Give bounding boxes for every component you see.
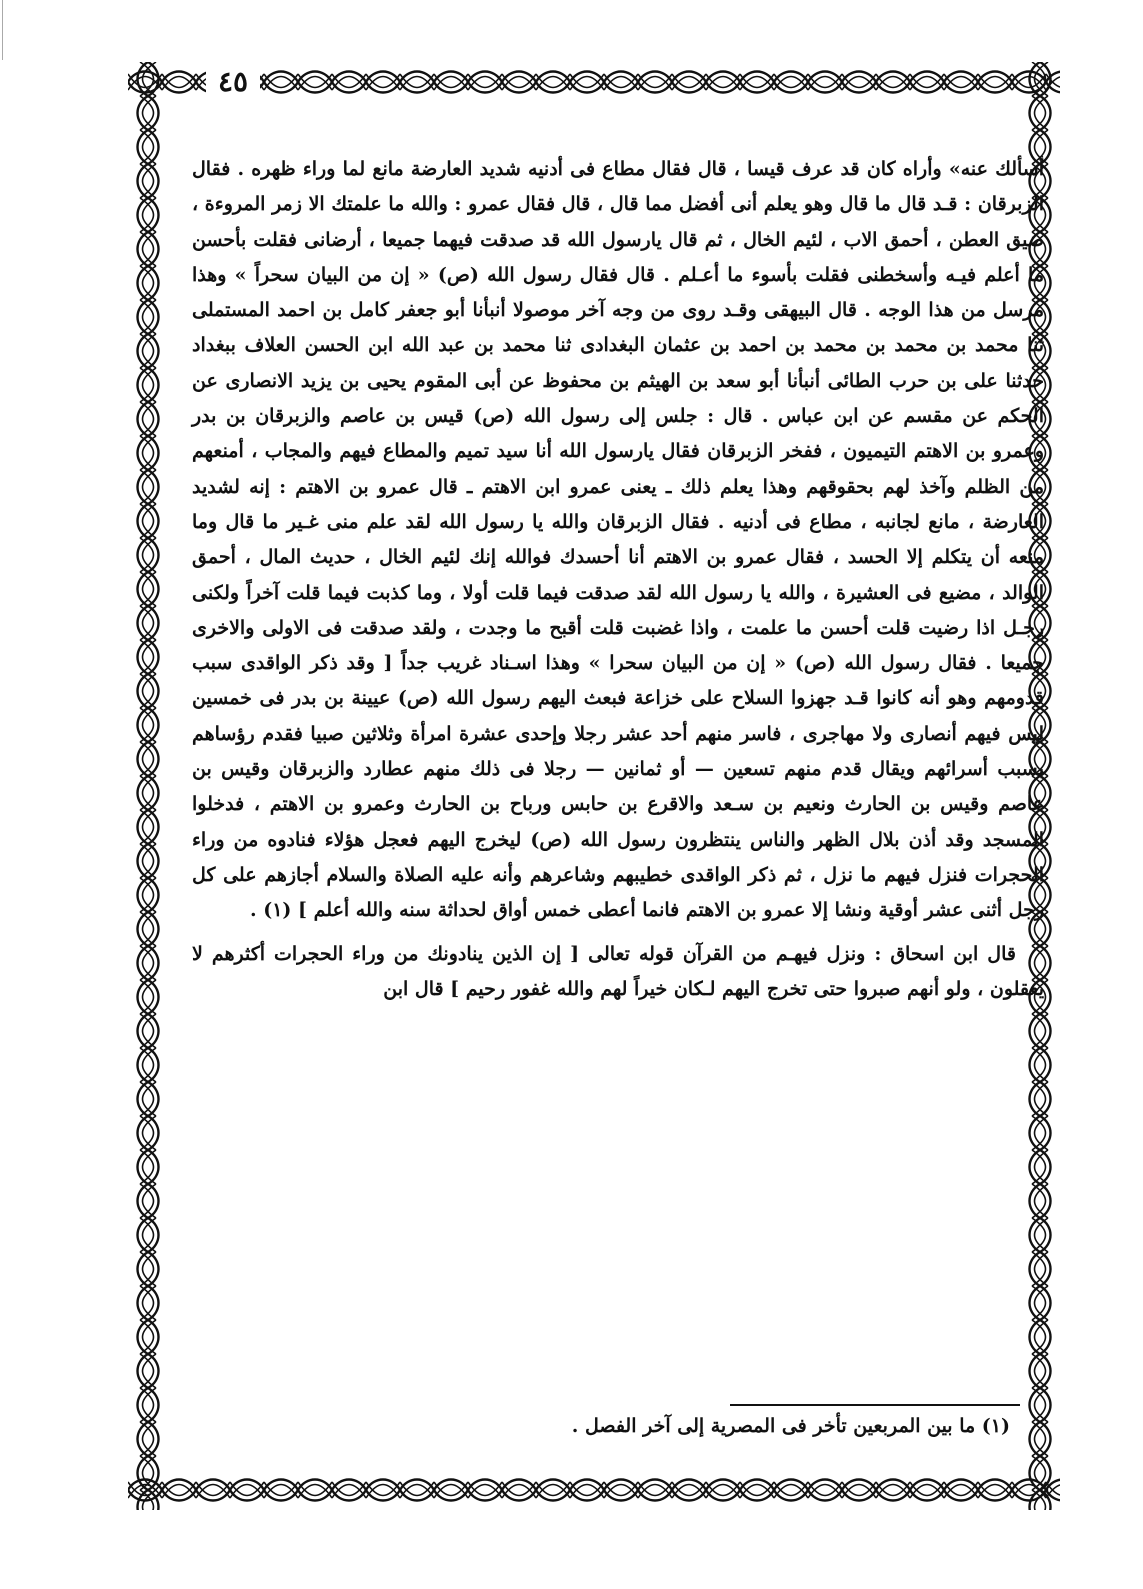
footnote: (١) ما بين المربعين تأخر فى المصرية إلى آخر الفصل . — [571, 1415, 1010, 1437]
border-top-ornament — [128, 62, 1060, 102]
footnote-rule — [730, 1404, 1020, 1406]
body-paragraph: قال ابن اسحاق : ونزل فيهـم من القرآن قوله تعالى [ إن الذين ينادونك من وراء الحجرات أكثرهم لا يعقلون ، ولو أنهم صبروا حتى تخرج اليهم لـكان خيراً لهم والله غفور رحيم ] قال ابن — [192, 942, 1044, 1000]
border-bottom-ornament — [128, 1470, 1060, 1510]
body-paragraph: أسألك عنه» وأراه كان قد عرف قيسا ، قال فقال مطاع فى أدنيه شديد العارضة مانع لما وراء ظهره . فقال الزبرقان : قـد قال ما قال وهو يعلم أنى أفضل مما قال ، قال فقال عمرو : والله ما علمتك الا زمر المروءة ، ضيق العطن ، أحمق الاب ، لئيم الخال ، ثم قال يارسول الله قد صدقت فيهما جميعا ، أرضانى فقلت بأحسن ما أعلم فيـه وأسخطنى فقلت بأسوء ما أعـلم . قال فقال رسول الله (ص) « إن من البيان سحراً » وهذا مرسل من هذا الوجه . قال البيهقى وقـد روى من وجه آخر موصولا أنبأنا أبو جعفر كامل بن احمد المستملى ثنا محمد بن محمد بن محمد بن احمد بن عثمان البغدادى ثنا محمد بن عبد الله ابن الحسن العلاف ببغداد حدثنا على بن حرب الطائى أنبأنا أبو سعد بن الهيثم بن محفوظ عن أبى المقوم يحيى بن يزيد الانصارى عن الحكم عن مقسم عن ابن عباس . قال : جلس إلى رسول الله (ص) قيس بن عاصم والزبرقان بن بدر وعمرو بن الاهتم التيميون ، ففخر الزبرقان فقال يارسول الله أنا سيد تميم والمطاع فيهم والمجاب ، أمنعهم من الظلم وآخذ لهم بحقوقهم وهذا يعلم ذلك ـ يعنى عمرو ابن الاهتم ـ قال عمرو بن الاهتم : إنه لشديد العارضة ، مانع لجانبه ، مطاع فى أدنيه . فقال الزبرقان والله يا رسول الله لقد علم منى غـير ما قال وما منعه أن يتكلم إلا الحسد ، فقال عمرو بن الاهتم أنا أحسدك فوالله إنك لئيم الخال ، حديث المال ، أحمق الوالد ، مضيع فى العشيرة ، والله يا رسول الله لقد صدقت فيما قلت أولا ، وما كذبت فيما قلت آخراً ولكنى رجـل اذا رضيت قلت أحسن ما علمت ، واذا غضبت قلت أقبح ما وجدت ، ولقد صدقت فى الاولى والاخرى جميعا . فقال رسول الله (ص) « إن من البيان سحرا » وهذا اسـناد غريب جداً [ وقد ذكر الواقدى سبب قدومهم وهو أنه كانوا قـد جهزوا السلاح على خزاعة فبعث اليهم رسول الله (ص) عيينة بن بدر فى خمسين ليس فيهم أنصارى ولا مهاجرى ، فاسر منهم أحد عشر رجلا وإحدى عشرة امرأة وثلاثين صبيا فقدم رؤساهم بسبب أسرائهم ويقال قدم منهم تسعين — أو ثمانين — رجلا فى ذلك منهم عطارد والزبرقان وقيس بن عاصم وقيس بن الحارث ونعيم بن سـعد والاقرع بن حابس ورباح بن الحارث وعمرو بن الاهتم ، فدخلوا المسجد وقد أذن بلال الظهر والناس ينتظرون رسول الله (ص) ليخرج اليهم فعجل هؤلاء فنادوه من وراء الحجرات فنزل فيهم ما نزل ، ثم ذكر الواقدى خطيبهم وشاعرهم وأنه عليه الصلاة والسلام أجازهم على كل رجل أثنى عشر أوقية ونشا إلا عمرو بن الاهتم فانما أعطى خمس أواق لحداثة سنه والله أعلم ] (١) . — [192, 158, 1044, 922]
border-left-ornament — [128, 62, 168, 1510]
scan-margin-mark — [2, 0, 9, 60]
page-number: ٤٥ — [206, 62, 260, 102]
main-text-body — [192, 152, 1044, 1007]
